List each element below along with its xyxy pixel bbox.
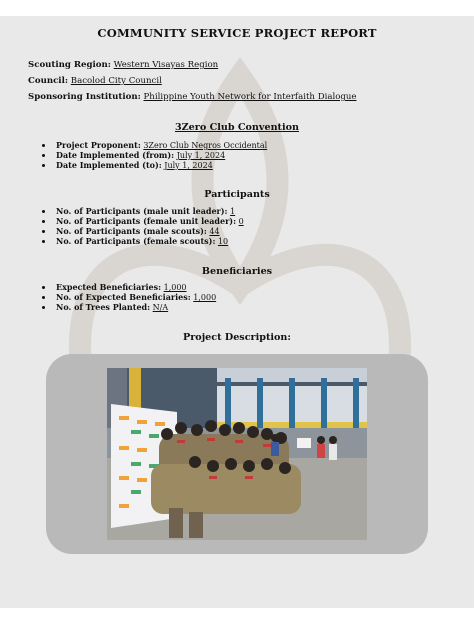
item-value: N/A <box>152 303 169 312</box>
item-value: 1 <box>230 207 236 216</box>
list-item <box>42 140 267 150</box>
scouting-region-line <box>28 60 218 70</box>
item-value: 10 <box>217 237 229 246</box>
item-value: July 1, 2024 <box>164 161 213 170</box>
project-title <box>0 122 474 133</box>
photo-frame <box>46 354 428 554</box>
beneficiaries-list <box>42 282 216 312</box>
list-item <box>42 150 267 160</box>
event-photo <box>107 368 367 540</box>
list-item <box>42 302 216 312</box>
item-value: July 1, 2024 <box>176 151 226 160</box>
list-item <box>42 216 244 226</box>
list-item <box>42 236 244 246</box>
item-label: No. of Participants (male unit leader): <box>56 206 228 216</box>
project-details-list <box>42 140 267 170</box>
item-value: 1,000 <box>193 293 217 302</box>
list-item <box>42 282 216 292</box>
item-label: No. of Expected Beneficiaries: <box>56 292 191 302</box>
scouting-region-label: Scouting Region: <box>28 60 111 70</box>
item-label: No. of Participants (female scouts): <box>56 236 216 246</box>
beneficiaries-title: Beneficiaries <box>201 266 273 277</box>
sponsoring-institution-line <box>28 92 357 102</box>
council-value: Bacolod City Council <box>70 76 162 86</box>
item-value: 0 <box>238 217 244 226</box>
list-item <box>42 292 216 302</box>
project-description-title: Project Description: <box>183 332 291 343</box>
list-item <box>42 226 244 236</box>
item-label: Expected Beneficiaries: <box>56 282 162 292</box>
scouting-region-value: Western Visayas Region <box>113 60 219 70</box>
item-label: No. of Participants (male scouts): <box>56 226 207 236</box>
report-page <box>0 16 474 608</box>
list-item <box>42 160 267 170</box>
sponsoring-institution-value: Philippine Youth Network for Interfaith Dialogue <box>143 92 357 102</box>
item-label: Project Proponent: <box>56 140 141 150</box>
sponsoring-institution-label: Sponsoring Institution: <box>28 92 141 102</box>
item-label: No. of Participants (female unit leader): <box>56 216 237 226</box>
item-label: Date Implemented (to): <box>56 160 162 170</box>
item-label: No. of Trees Planted: <box>56 302 151 312</box>
item-value: 1,000 <box>163 283 187 292</box>
list-item <box>42 206 244 216</box>
item-value: 3Zero Club Negros Occidental <box>143 141 268 150</box>
item-value: 44 <box>209 227 220 236</box>
participants-list <box>42 206 244 246</box>
report-title: COMMUNITY SERVICE PROJECT REPORT <box>97 26 377 40</box>
participants-title: Participants <box>204 189 270 200</box>
project-title-text: 3Zero Club Convention <box>175 122 299 133</box>
event-photo-illustration <box>107 368 367 540</box>
council-label: Council: <box>28 76 69 86</box>
council-line <box>28 76 162 86</box>
item-label: Date Implemented (from): <box>56 150 175 160</box>
